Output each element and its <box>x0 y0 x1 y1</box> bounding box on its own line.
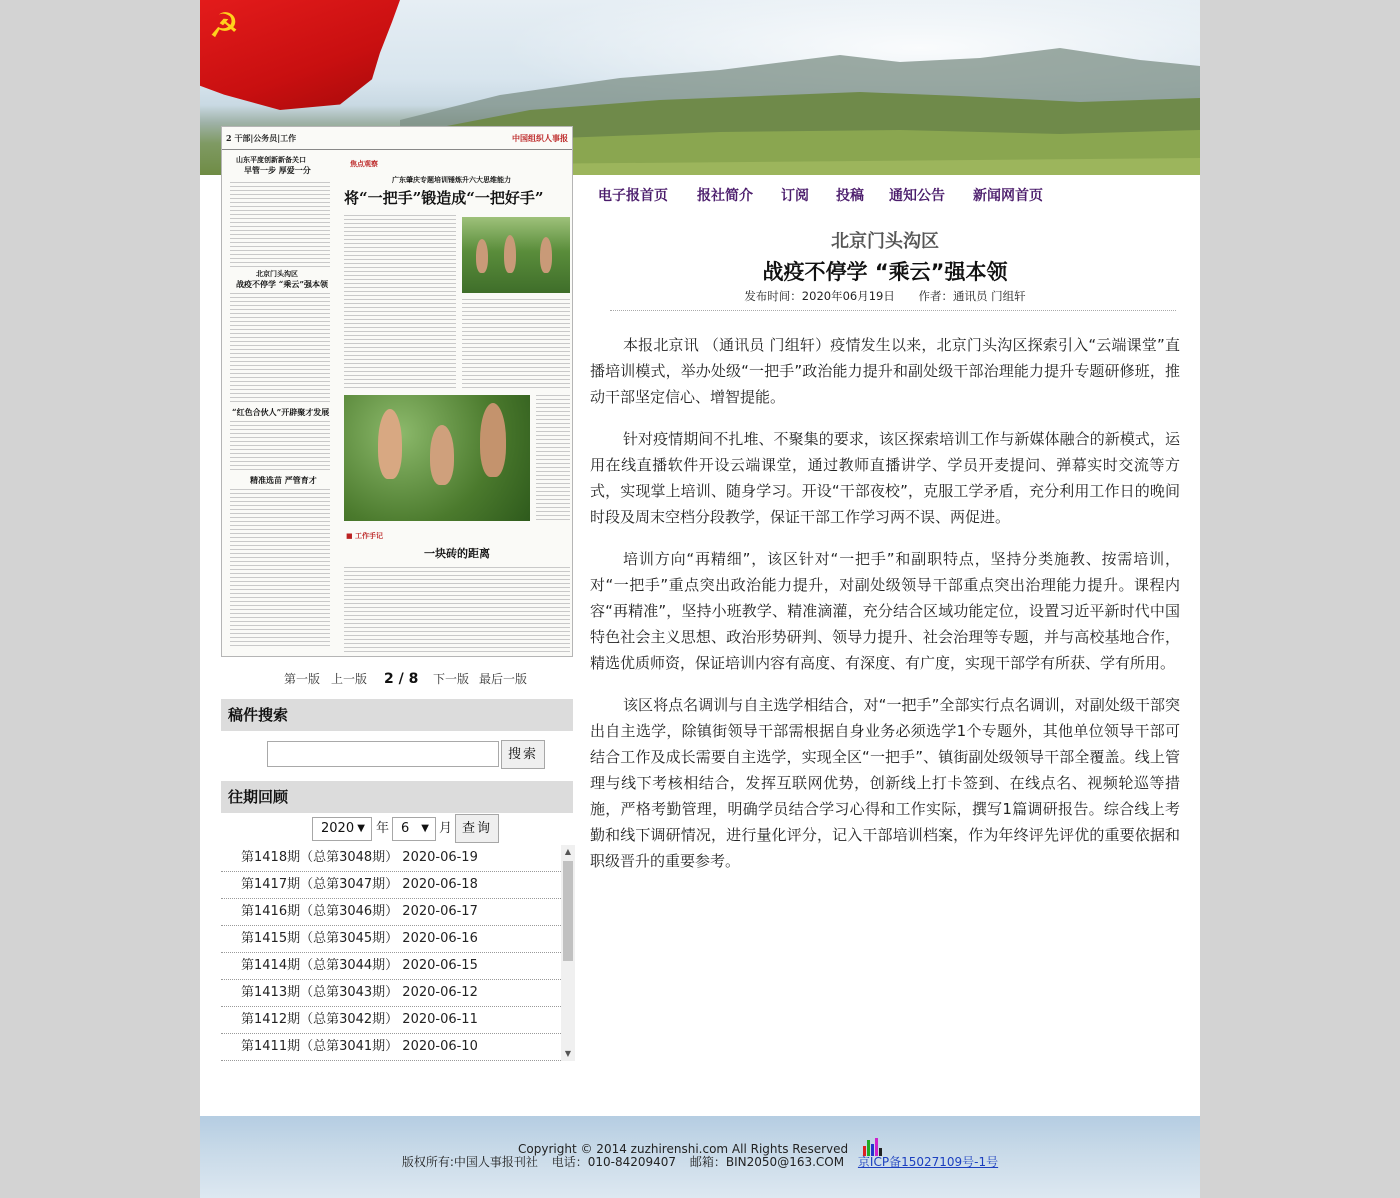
footer-phone: 电话：010-84209407 <box>551 1155 677 1169</box>
first-page-link[interactable]: 第一版 <box>284 672 321 686</box>
nav-link-submit[interactable]: 投稿 <box>836 188 864 204</box>
newspaper-page-thumbnail[interactable] <box>221 126 573 657</box>
paper-text-block <box>462 299 570 389</box>
footer <box>200 1116 1200 1198</box>
paper-side-headline-2: 战疫不停学 “乘云”强本领 <box>236 279 328 289</box>
archive-title: 往期回顾 <box>221 781 573 813</box>
paper-text-block <box>344 567 570 652</box>
issue-item[interactable]: 第1418期（总第3048期） 2020-06-19 <box>221 845 561 872</box>
chevron-down-icon: ▼ <box>421 823 429 834</box>
paper-headline-2: 早管一步 厚爱一分 <box>244 165 311 175</box>
article-title: 战疫不停学 “乘云”强本领 <box>762 260 1008 284</box>
paper-side-headline-1: 北京门头沟区 <box>256 269 298 278</box>
footer-owner: 版权所有:中国人事报刊社 <box>401 1155 538 1169</box>
article-paragraph: 该区将点名调训与自主选学相结合，对“一把手”全部实行点名调训，对副处级干部突出自主选学，除镇街领导干部需根据自身业务必须选学1个专题外，其他单位领导干部可结合工作及成长需要自主选学，实现全区“一把手”、镇街副处级领导干部全覆盖。线上管理与线下考核相结合，发挥互联网优势，创新线上打卡签到、在线点名、视频轮巡等措施，严格考勤管理，明确学员结合学习心得和工作实际，撰写1篇调研报告。综合线上考勤和线下调研情况，进行量化评分，记入干部培训档案，作为年终评先评优的重要依据和职级晋升的重要参考。 <box>590 696 1180 870</box>
search-input[interactable] <box>267 741 499 767</box>
year-select[interactable] <box>312 817 372 841</box>
paper-side-headline-3: “红色合伙人”开辟聚才发展 <box>232 407 330 417</box>
article-subtitle: 北京门头沟区 <box>831 231 939 252</box>
search-box-title: 稿件搜索 <box>221 699 573 731</box>
article-body <box>590 332 1180 890</box>
paper-text-block <box>230 182 330 267</box>
next-page-link[interactable]: 下一版 <box>433 672 470 686</box>
article-paragraph: 针对疫情期间不扎堆、不聚集的要求，该区探索培训工作与新媒体融合的新模式，运用在线直播软件开设云端课堂，通过教师直播讲学、学员开麦提问、弹幕实时交流等方式，实现掌上培训、随身学习。开设“干部夜校”，克服工学矛盾，充分利用工作日的晚间时段及周末空档分段教学，保证干部工作学习两不误、两促进。 <box>590 430 1180 526</box>
year-unit-label: 年 <box>376 821 390 836</box>
nav-link-epaper-home[interactable]: 电子报首页 <box>598 188 668 204</box>
article-date: 发布时间：2020年06月19日 <box>744 289 895 303</box>
issue-list <box>221 845 575 1061</box>
issue-item[interactable]: 第1414期（总第3044期） 2020-06-15 <box>221 953 561 980</box>
nav-link-subscribe[interactable]: 订阅 <box>781 188 809 204</box>
issue-item[interactable]: 第1417期（总第3047期） 2020-06-18 <box>221 872 561 899</box>
paper-masthead: 中国组织人事报 <box>512 133 568 143</box>
month-unit-label: 月 <box>439 821 453 836</box>
scroll-down-icon[interactable]: ▼ <box>564 1049 572 1058</box>
page-indicator: 2 / 8 <box>384 671 419 687</box>
paper-header <box>222 127 572 150</box>
paper-work-label: ■ 工作手记 <box>346 531 384 540</box>
paper-side-headline-4: 精准选苗 严管育才 <box>250 475 317 485</box>
paper-photo-person <box>476 239 488 273</box>
scroll-up-icon[interactable]: ▲ <box>564 847 572 856</box>
issue-item[interactable]: 第1415期（总第3045期） 2020-06-16 <box>221 926 561 953</box>
paper-section-label: 2 干部|公务员|工作 <box>226 133 297 143</box>
page-pager <box>200 668 573 690</box>
paper-photo-garden <box>344 395 530 521</box>
paper-main-headline: 将“一把手”锻造成“一把好手” <box>344 189 544 207</box>
article-author: 作者：通讯员 门组轩 <box>918 289 1026 303</box>
paper-photo-tea-field <box>462 217 570 293</box>
footer-icp-link[interactable]: 京ICP备15027109号-1号 <box>857 1155 999 1169</box>
paper-text-block <box>536 395 570 520</box>
footer-copyright: Copyright © 2014 zuzhirenshi.com All Rights Reserved <box>518 1142 849 1156</box>
page <box>200 0 1200 1198</box>
paper-headline-1: 山东平度创新新备关口 <box>236 155 306 164</box>
paper-photo-person <box>430 425 454 485</box>
paper-bottom-headline: 一块砖的距离 <box>424 547 490 560</box>
query-button[interactable]: 查询 <box>455 814 499 843</box>
issue-item[interactable]: 第1416期（总第3046期） 2020-06-17 <box>221 899 561 926</box>
issue-list-scrollbar[interactable] <box>561 845 575 1061</box>
nav-link-about[interactable]: 报社简介 <box>697 188 753 204</box>
paper-text-block <box>344 215 456 390</box>
nav-link-news-home[interactable]: 新闻网首页 <box>973 188 1043 204</box>
article-paragraph: 本报北京讯 （通讯员 门组轩）疫情发生以来，北京门头沟区探索引入“云端课堂”直播培训模式，举办处级“一把手”政治能力提升和副处级干部治理能力提升专题研修班，推动干部坚定信心、增智提能。 <box>590 336 1180 406</box>
paper-text-block <box>230 293 330 403</box>
paper-kicker: 广东肇庆专题培训锤炼升六大思维能力 <box>392 175 511 184</box>
paper-photo-person <box>540 237 552 273</box>
paper-text-block <box>230 421 330 471</box>
last-page-link[interactable]: 最后一版 <box>479 672 528 686</box>
article-meta <box>587 288 1183 304</box>
prev-page-link[interactable]: 上一版 <box>331 672 368 686</box>
footer-email: 邮箱：BIN2050@163.COM <box>689 1155 845 1169</box>
paper-text-block <box>230 489 330 649</box>
issue-item[interactable]: 第1413期（总第3043期） 2020-06-12 <box>221 980 561 1007</box>
month-select[interactable] <box>392 817 436 841</box>
search-button[interactable]: 搜索 <box>501 740 545 769</box>
scrollbar-thumb[interactable] <box>563 861 573 961</box>
year-select-value: 2020 <box>321 821 355 836</box>
footer-info-line <box>200 1154 1200 1170</box>
paper-photo-person <box>504 235 516 273</box>
nav-link-notices[interactable]: 通知公告 <box>889 188 945 204</box>
issue-item[interactable]: 第1412期（总第3042期） 2020-06-11 <box>221 1007 561 1034</box>
article-divider <box>610 310 1176 311</box>
paper-photo-person <box>480 403 506 477</box>
issue-item[interactable]: 第1411期（总第3041期） 2020-06-10 <box>221 1034 561 1061</box>
chevron-down-icon: ▼ <box>357 823 365 834</box>
month-select-value: 6 <box>401 821 410 836</box>
paper-focus-label: 焦点观察 <box>350 159 378 168</box>
paper-photo-person <box>378 409 402 479</box>
article-paragraph: 培训方向“再精细”，该区针对“一把手”和副职特点，坚持分类施教、按需培训，对“一把手”重点突出政治能力提升，对副处级领导干部重点突出治理能力提升。课程内容“再精准”，坚持小班教学、精准滴灌，充分结合区域功能定位，设置习近平新时代中国特色社会主义思想、政治形势研判、领导力提升、社会治理等专题，并与高校基地合作，精选优质师资，保证培训内容有高度、有深度、有广度，实现干部学有所获、学有所用。 <box>590 550 1180 672</box>
hammer-sickle-icon: ☭ <box>208 6 240 46</box>
